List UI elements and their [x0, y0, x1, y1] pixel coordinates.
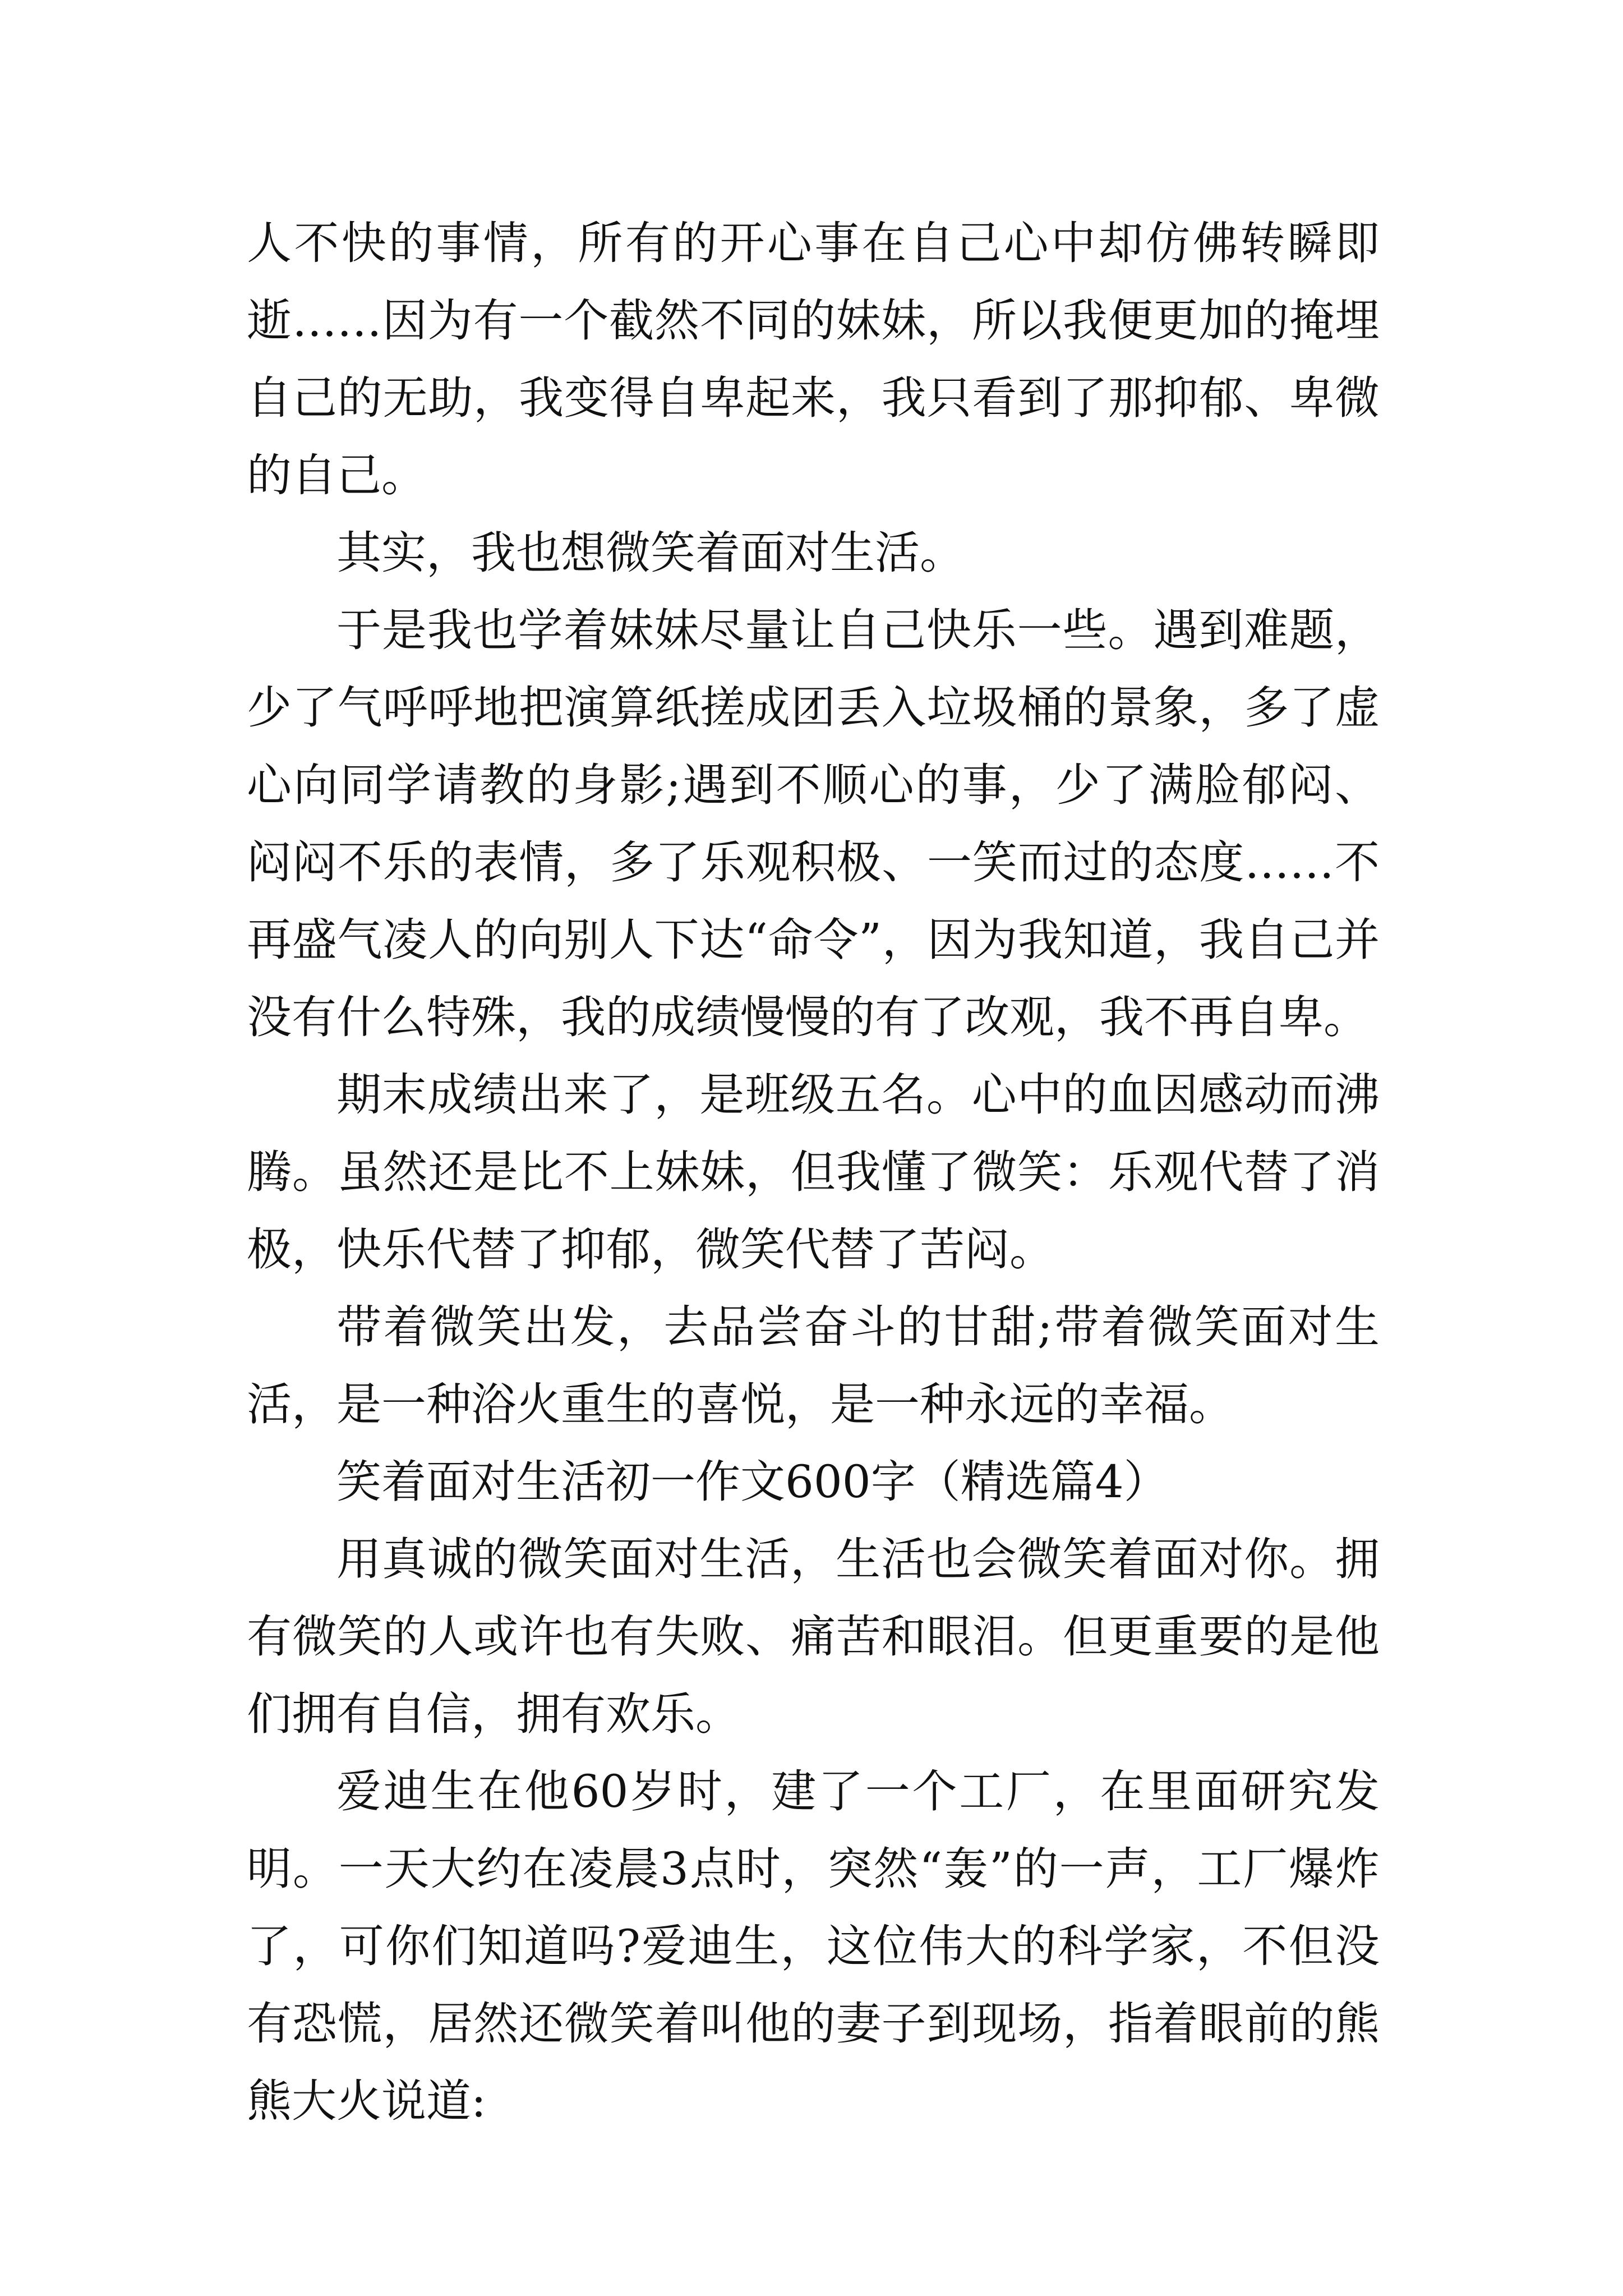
paragraph-2: 其实，我也想微笑着面对生活。 [336, 527, 965, 579]
paragraph-7: 爱迪生在他60岁时，建了一个工厂，在里面研究发明。一天大约在凌晨3点时，突然“轰”的一声，工厂爆炸了，可你们知道吗?爱迪生，这位伟大的科学家，不但没有恐慌，居然还微笑着叫他的妻子到现场，指着眼前的熊熊大火说道: [247, 1765, 1380, 2127]
section-heading: 笑着面对生活初一作文600字（精选篇4） [336, 1456, 1169, 1508]
paragraph-3: 于是我也学着妹妹尽量让自己快乐一些。遇到难题，少了气呼呼地把演算纸搓成团丢入垃圾桶的景象，多了虚心向同学请教的身影;遇到不顺心的事，少了满脸郁闷、闷闷不乐的表情，多了乐观积极、一笑而过的态度……不再盛气凌人的向别人下达“命令”，因为我知道，我自己并没有什么特殊，我的成绩慢慢的有了改观，我不再自卑。 [247, 604, 1380, 1043]
document-body [247, 205, 1380, 2140]
paragraph-4: 期末成绩出来了，是班级五名。心中的血因感动而沸腾。虽然还是比不上妹妹，但我懂了微笑：乐观代替了消极，快乐代替了抑郁，微笑代替了苦闷。 [247, 1069, 1380, 1276]
paragraph-6: 用真诚的微笑面对生活，生活也会微笑着面对你。拥有微笑的人或许也有失败、痛苦和眼泪。但更重要的是他们拥有自信，拥有欢乐。 [247, 1533, 1380, 1740]
paragraph-1: 人不快的事情，所有的开心事在自己心中却仿佛转瞬即逝……因为有一个截然不同的妹妹，所以我便更加的掩埋自己的无助，我变得自卑起来，我只看到了那抑郁、卑微的自己。 [247, 217, 1380, 501]
paragraph-5: 带着微笑出发，去品尝奋斗的甘甜;带着微笑面对生活，是一种浴火重生的喜悦，是一种永远的幸福。 [247, 1301, 1380, 1430]
